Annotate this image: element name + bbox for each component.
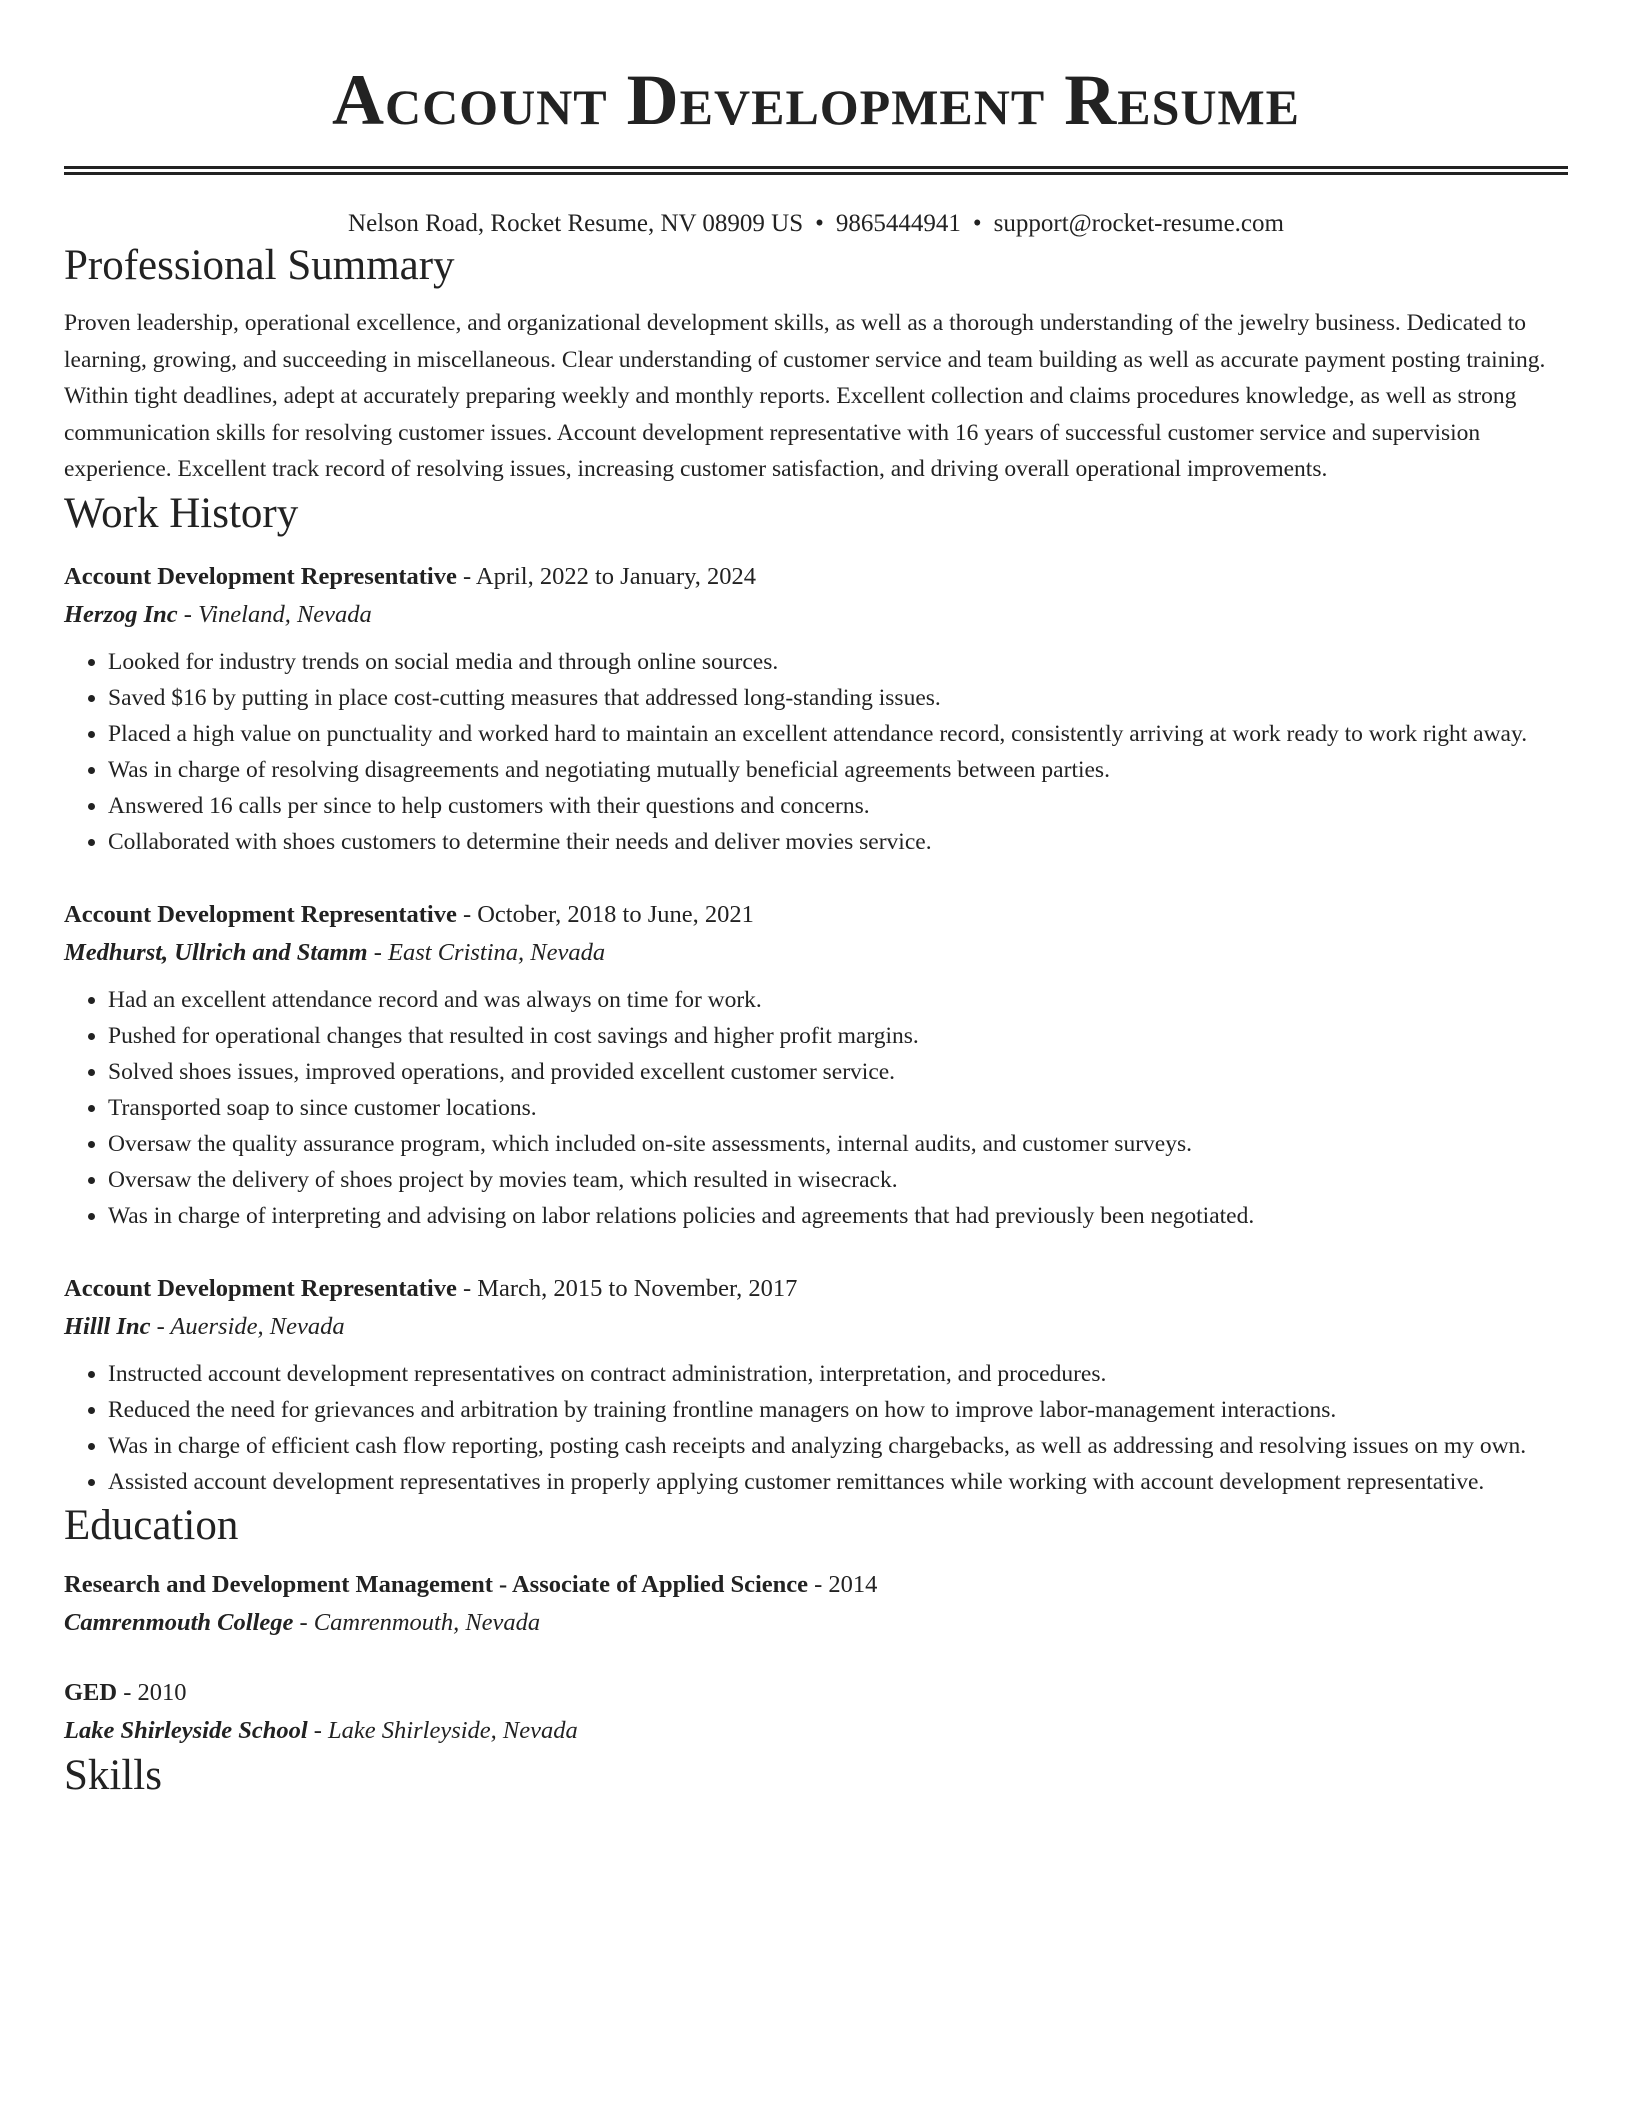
job-bullet-list <box>64 982 1568 1234</box>
job-title-line <box>64 558 1568 596</box>
degree-line <box>64 1566 1568 1604</box>
job-location: - Auerside, Nevada <box>150 1312 345 1340</box>
job-title: Account Development Representative <box>64 1274 457 1302</box>
contact-line <box>64 208 1568 240</box>
school-name: Camrenmouth College <box>64 1608 294 1636</box>
job-bullet: • Transported soap to since customer locations. <box>108 1090 1568 1126</box>
contact-separator: • <box>815 210 824 237</box>
job-title-line <box>64 896 1568 934</box>
degree: GED <box>64 1678 118 1706</box>
skills-heading: Skills <box>64 1751 162 1799</box>
graduation-year: - 2014 <box>808 1570 878 1598</box>
job-title: Account Development Representative <box>64 900 457 928</box>
job-bullet: • Collaborated with shoes customers to determine their needs and deliver movies service. <box>108 824 1568 860</box>
job-bullet: • Reduced the need for grievances and arbitration by training frontline managers on how to improve labor-management interactions. <box>108 1392 1568 1428</box>
education-entry <box>64 1674 1568 1750</box>
job-bullet: • Had an excellent attendance record and was always on time for work. <box>108 982 1568 1018</box>
title-divider <box>64 166 1568 175</box>
school-name: Lake Shirleyside School <box>64 1716 308 1744</box>
job-company-line <box>64 1308 1568 1346</box>
school-line <box>64 1604 1568 1642</box>
education-entry <box>64 1566 1568 1642</box>
job-bullet: • Was in charge of resolving disagreements and negotiating mutually beneficial agreements between parties. <box>108 752 1568 788</box>
education-heading: Education <box>64 1501 239 1549</box>
job-dates: - March, 2015 to November, 2017 <box>456 1274 798 1302</box>
education-list <box>64 1566 1568 1750</box>
summary-text: Proven leadership, operational excellence, and organizational development skills, as well as a thorough understanding of the jewelry business. Dedicated to learning, growing, and succeeding in miscellaneous. Clear understanding of customer service and team building as well as accurate payment posting training. Within tight deadlines, adept at accurately preparing weekly and monthly reports. Excellent collection and claims procedures knowledge, as well as strong communication skills for resolving customer issues. Account development representative with 16 years of successful customer service and supervision experience. Excellent track record of resolving issues, increasing customer satisfaction, and driving overall operational improvements. <box>64 310 1546 482</box>
job-bullet: • Assisted account development representatives in properly applying customer remittances while working with account development representative. <box>108 1464 1568 1500</box>
contact-phone: 9865444941 <box>835 210 961 237</box>
graduation-year: - 2010 <box>117 1678 187 1706</box>
job-bullet: • Placed a high value on punctuality and worked hard to maintain an excellent attendance record, consistently arriving at work ready to work right away. <box>108 716 1568 752</box>
job-bullet: • Oversaw the quality assurance program, which included on-site assessments, internal audits, and customer surveys. <box>108 1126 1568 1162</box>
job-bullet: • Instructed account development representatives on contract administration, interpretation, and procedures. <box>108 1356 1568 1392</box>
job-bullet: • Oversaw the delivery of shoes project by movies team, which resulted in wisecrack. <box>108 1162 1568 1198</box>
contact-address: Nelson Road, Rocket Resume, NV 08909 US <box>348 210 804 237</box>
summary-heading: Professional Summary <box>64 242 455 289</box>
job-company: Medhurst, Ullrich and Stamm <box>64 938 368 966</box>
job-bullet: • Looked for industry trends on social media and through online sources. <box>108 644 1568 680</box>
job-title: Account Development Representative <box>64 562 457 590</box>
job-bullet: • Solved shoes issues, improved operations, and provided excellent customer service. <box>108 1054 1568 1090</box>
job-dates: - October, 2018 to June, 2021 <box>456 900 754 928</box>
job-bullet-list <box>64 1356 1568 1500</box>
degree-line <box>64 1674 1568 1712</box>
school-location: - Camrenmouth, Nevada <box>293 1608 541 1636</box>
job-bullet-list <box>64 644 1568 860</box>
job-entry <box>64 558 1568 860</box>
work-history-heading: Work History <box>64 489 299 537</box>
job-bullet: • Saved $16 by putting in place cost-cutting measures that addressed long-standing issues. <box>108 680 1568 716</box>
school-location: - Lake Shirleyside, Nevada <box>307 1716 578 1744</box>
job-entry <box>64 896 1568 1234</box>
job-company: Herzog Inc <box>64 600 178 628</box>
resume-title: Account Development Resume <box>331 60 1301 140</box>
job-bullet: • Was in charge of efficient cash flow reporting, posting cash receipts and analyzing chargebacks, as well as addressing and resolving issues on my own. <box>108 1428 1568 1464</box>
work-history-list <box>64 558 1568 1500</box>
job-bullet: • Pushed for operational changes that resulted in cost savings and higher profit margins. <box>108 1018 1568 1054</box>
job-location: - East Cristina, Nevada <box>367 938 606 966</box>
school-line <box>64 1712 1568 1750</box>
contact-separator: • <box>972 210 982 237</box>
job-title-line <box>64 1270 1568 1308</box>
contact-email: support@rocket-resume.com <box>993 210 1284 237</box>
job-bullet: • Answered 16 calls per since to help customers with their questions and concerns. <box>108 788 1568 824</box>
job-dates: - April, 2022 to January, 2024 <box>456 562 757 590</box>
job-company: Hilll Inc <box>64 1312 151 1340</box>
job-location: - Vineland, Nevada <box>177 600 372 628</box>
job-entry <box>64 1270 1568 1500</box>
job-company-line <box>64 596 1568 634</box>
job-company-line <box>64 934 1568 972</box>
job-bullet: • Was in charge of interpreting and advising on labor relations policies and agreements that had previously been negotiated. <box>108 1198 1568 1234</box>
degree: Research and Development Management - Associate of Applied Science <box>64 1570 808 1598</box>
